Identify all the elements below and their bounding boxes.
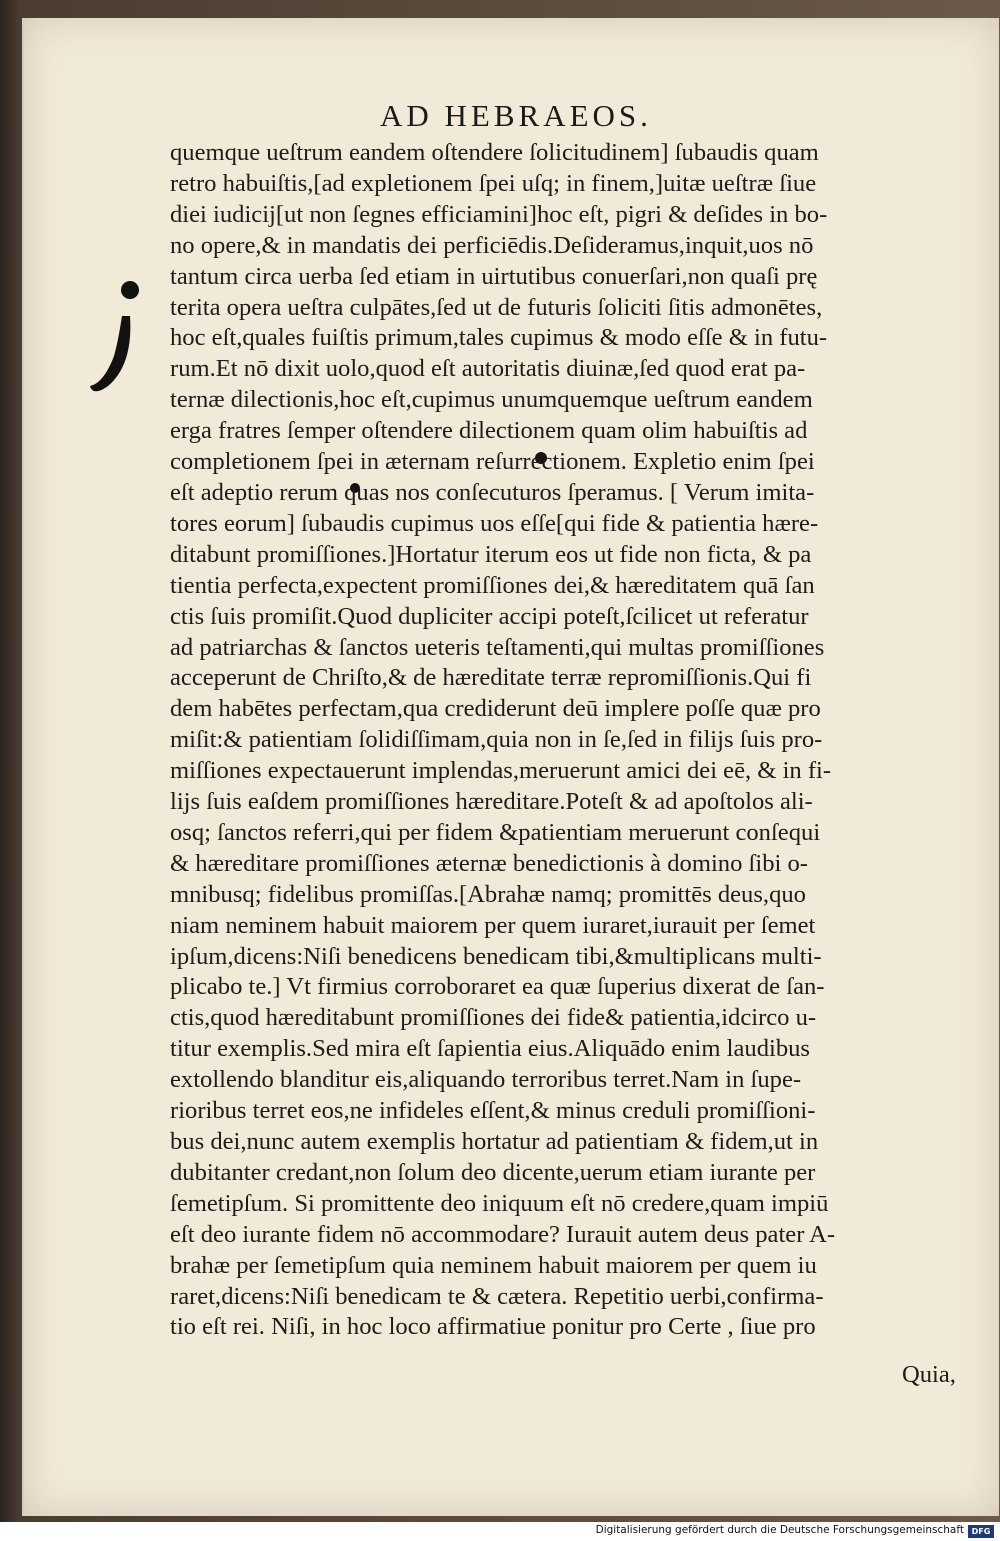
text-line: ctis,quod hæreditabunt promiſſiones dei fide& patientia,idcirco u- (170, 1004, 817, 1032)
text-line: & hæreditare promiſſiones æternæ benedictionis à domino ſibi o- (170, 849, 808, 877)
text-line: rum.Et nō dixit uolo,quod eſt autoritatis diuinæ,ſed quod erat pa- (170, 355, 806, 383)
text-line: miſſiones expectauerunt implendas,meruerunt amici dei eē, & in fi- (170, 757, 832, 785)
text-line: rioribus terret eos,ne infideles eſſent,& minus creduli promiſſioni- (170, 1097, 816, 1125)
text-line: retro habuiſtis,[ad expletionem ſpei uſq; in finem,]uitæ ueſtræ ſiue (170, 169, 817, 197)
text-line: acceperunt de Chriſto,& de hæreditate terræ repromiſſionis.Qui fi (170, 664, 812, 692)
text-line: hoc eſt,quales fuiſtis primum,tales cupimus & modo eſſe & in futu- (170, 324, 828, 352)
text-line: plicabo te.] Vt firmius corroboraret ea quæ ſuperius dixerat de ſan- (170, 973, 825, 1001)
text-line: diei iudicij[ut non ſegnes efficiamini]hoc eſt, pigri & deſides in bo- (170, 200, 828, 228)
catchword: Quia, (902, 1361, 956, 1388)
text-line: bus dei,nunc autem exemplis hortatur ad patientiam & fidem,ut in (170, 1128, 819, 1155)
text-line: completionem ſpei in æternam reſurrectionem. Expletio enim ſpei (170, 448, 815, 476)
text-line: tantum circa uerba ſed etiam in uirtutibus conuerſari,non quaſi prę (170, 262, 818, 290)
marginal-ink-mark (78, 276, 148, 406)
text-line: ſemetipſum. Si promittente deo iniquum eſt nō credere,quam impiū (170, 1189, 829, 1217)
text-line: mnibusq; fidelibus promiſſas.[Abrahæ namq; promittēs deus,quo (170, 880, 806, 908)
text-line: ctis ſuis promiſit.Quod dupliciter accipi poteſt,ſcilicet ut referatur (170, 602, 809, 630)
text-line: lijs ſuis eaſdem promiſſiones hæreditare.Poteſt & ad apoſtolos ali- (170, 788, 813, 816)
footer-bar (0, 1522, 1000, 1541)
text-line: ditabunt promiſſiones.]Hortatur iterum eos ut fide non ficta, & pa (170, 540, 812, 568)
text-line: tientia perfecta,expectent promiſſiones dei,& hæreditatem quā ſan (170, 571, 815, 599)
text-line: ad patriarchas & ſanctos ueteris teſtamenti,qui multas promiſſiones (170, 633, 825, 661)
text-line: ipſum,dicens:Niſi benedicens benedicam tibi,&multiplicans multi- (170, 942, 822, 970)
text-line: eſt adeptio rerum quas nos conſecuturos ſperamus. [ Verum imita- (170, 478, 815, 506)
dfg-logo: DFG (968, 1525, 994, 1538)
text-line: erga fratres ſemper oſtendere dilectionem quam olim habuiſtis ad (170, 417, 808, 445)
text-line: raret,dicens:Niſi benedicam te & cætera. Repetitio uerbi,confirma- (170, 1282, 824, 1310)
text-line: niam neminem habuit maiorem per quem iuraret,iurauit per ſemet (170, 911, 816, 939)
text-line: eſt deo iurante fidem nō accommodare? Iurauit autem deus pater A- (170, 1220, 836, 1248)
text-line: miſit:& patientiam ſolidiſſimam,quia non in ſe,ſed in filijs ſuis pro- (170, 726, 823, 754)
text-line: titur exemplis.Sed mira eſt ſapientia eius.Aliquādo enim laudibus (170, 1035, 810, 1063)
text-line: brahæ per ſemetipſum quia neminem habuit maiorem per quem iu (170, 1251, 817, 1279)
text-line: terita opera ueſtra culpātes,ſed ut de futuris ſoliciti ſitis admonētes, (170, 293, 823, 321)
text-line: extollendo blanditur eis,aliquando terroribus terret.Nam in ſupe- (170, 1066, 802, 1094)
text-line: osq; ſanctos referri,qui per fidem &patientiam meruerunt conſequi (170, 818, 821, 846)
body-text (170, 138, 970, 1343)
running-head: AD HEBRAEOS. (380, 98, 652, 133)
text-line: dem habētes perfectam,qua crediderunt deū implere poſſe quæ pro (170, 695, 821, 723)
text-line: tores eorum] ſubaudis cupimus uos eſſe[qui fide & patientia hære- (170, 509, 819, 537)
digitization-credit: Digitalisierung gefördert durch die Deutsche Forschungsgemeinschaft (595, 1524, 964, 1536)
text-line: quemque ueſtrum eandem oſtendere ſolicitudinem] ſubaudis quam (170, 139, 819, 166)
text-line: ternæ dilectionis,hoc eſt,cupimus unumquemque ueſtrum eandem (170, 386, 813, 414)
text-line: no opere,& in mandatis dei perficiēdis.Deſideramus,inquit,uos nō (170, 231, 814, 259)
text-line: tio eſt rei. Niſi, in hoc loco affirmatiue ponitur pro Certe , ſiue pro (170, 1313, 816, 1341)
text-line: dubitanter credant,non ſolum deo dicente,uerum etiam iurante per (170, 1158, 816, 1186)
